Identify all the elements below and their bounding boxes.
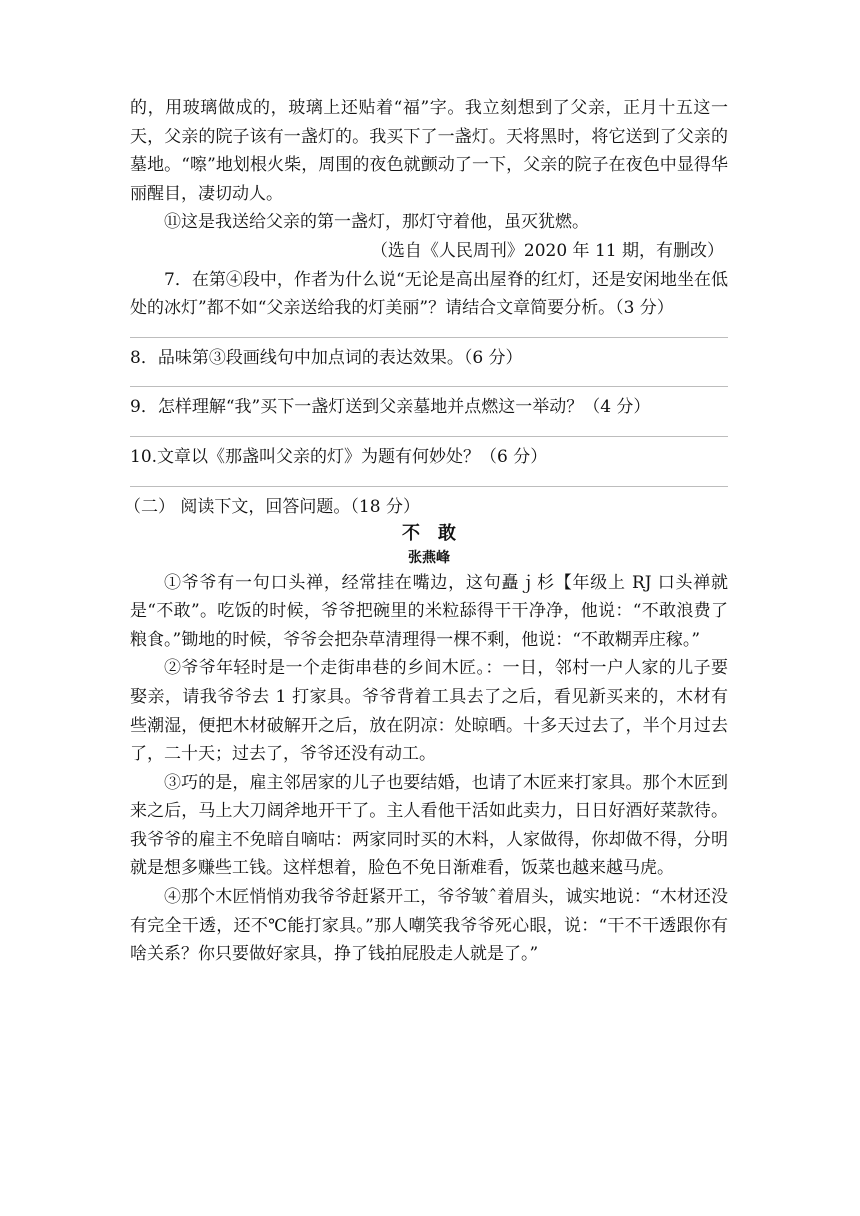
paragraph-11: ⑪这是我送给父亲的第一盏灯，那灯守着他，虽灭犹燃。 — [164, 212, 589, 233]
article-paragraph-2: ②爷爷年轻时是一个走街串巷的乡间木匠。：一日，邻村一户人家的儿子要娶亲，请我爷爷去 1 打家具。爷爷背着工具去了之后，看见新买来的，木材有些潮湿，便把木材破解开之后，放在阴凉：处晾晒。十多天过去了，半个月过去了，二十天；过去了，爷爷还没有动工。 — [130, 658, 728, 765]
answer-line-7[interactable] — [130, 323, 728, 338]
article-paragraph-1: ①爷爷有一句口头禅，经常挂在嘴边，这句矗ｊ杉【年级上 RJ 口头禅就是“不敢”。吃饭的时候，爷爷把碗里的米粒舔得干干净净，他说：“不敢浪费了粮食。”锄地的时候，爷爷会把杂草清理得一棵不剩，他说：“不敢糊弄庄稼。” — [130, 572, 728, 650]
article-title: 不敢 — [402, 522, 474, 544]
question-9: 9．怎样理解“我”买下一盏灯送到父亲墓地并点燃这一举动？（4 分） — [130, 397, 651, 418]
answer-line-10[interactable] — [130, 472, 728, 487]
question-10: 10.文章以《那盏叫父亲的灯》为题有何妙处？（6 分） — [130, 446, 548, 467]
section-heading: （二） 阅读下文，回答问题。（18 分） — [124, 496, 420, 517]
paragraph-top: 的，用玻璃做成的，玻璃上还贴着“福”字。我立刻想到了父亲，正月十五这一天，父亲的院子该有一盏灯的。我买下了一盏灯。天将黑时，将它送到了父亲的墓地。“嚓”地划根火柴，周围的夜色就颤动了一下，父亲的院子在夜色中显得华丽醒目，凄切动人。 — [130, 98, 728, 204]
article-paragraph-3: ③巧的是，雇主邻居家的儿子也要结婚，也请了木匠来打家具。那个木匠到来之后，马上大刀阔斧地开干了。主人看他干活如此卖力，日日好酒好菜款待。我爷爷的雇主不免暗自嘀咕：两家同时买的木料，人家做得，你却做不得，分明就是想多赚些工钱。这样想着，脸色不免日渐难看，饭菜也越来越马虎。 — [130, 772, 728, 879]
source-citation: （选自《人民周刊》2020 年 11 期，有删改） — [370, 240, 724, 261]
answer-line-9[interactable] — [130, 422, 728, 437]
article-author: 张燕峰 — [408, 549, 450, 566]
document-page — [124, 94, 728, 969]
article-paragraph-4: ④那个木匠悄悄劝我爷爷赶紧开工，爷爷皱ˆ着眉头，诚实地说：“木材还没有完全干透，还不℃能打家具。”那人嘲笑我爷爷死心眼，说：“干不干透跟你有啥关系？你只要做好家具，挣了钱拍屁股走人就是了。” — [130, 887, 728, 965]
answer-line-8[interactable] — [130, 372, 728, 387]
question-8: 8．品味第③段画线句中加点词的表达效果。（6 分） — [130, 347, 523, 368]
question-7: 7．在第④段中，作者为什么说“无论是高出屋脊的红灯，还是安闲地坐在低处的冰灯”都不如“父亲送给我的灯美丽”？请结合文章简要分析。（3 分） — [130, 269, 728, 319]
